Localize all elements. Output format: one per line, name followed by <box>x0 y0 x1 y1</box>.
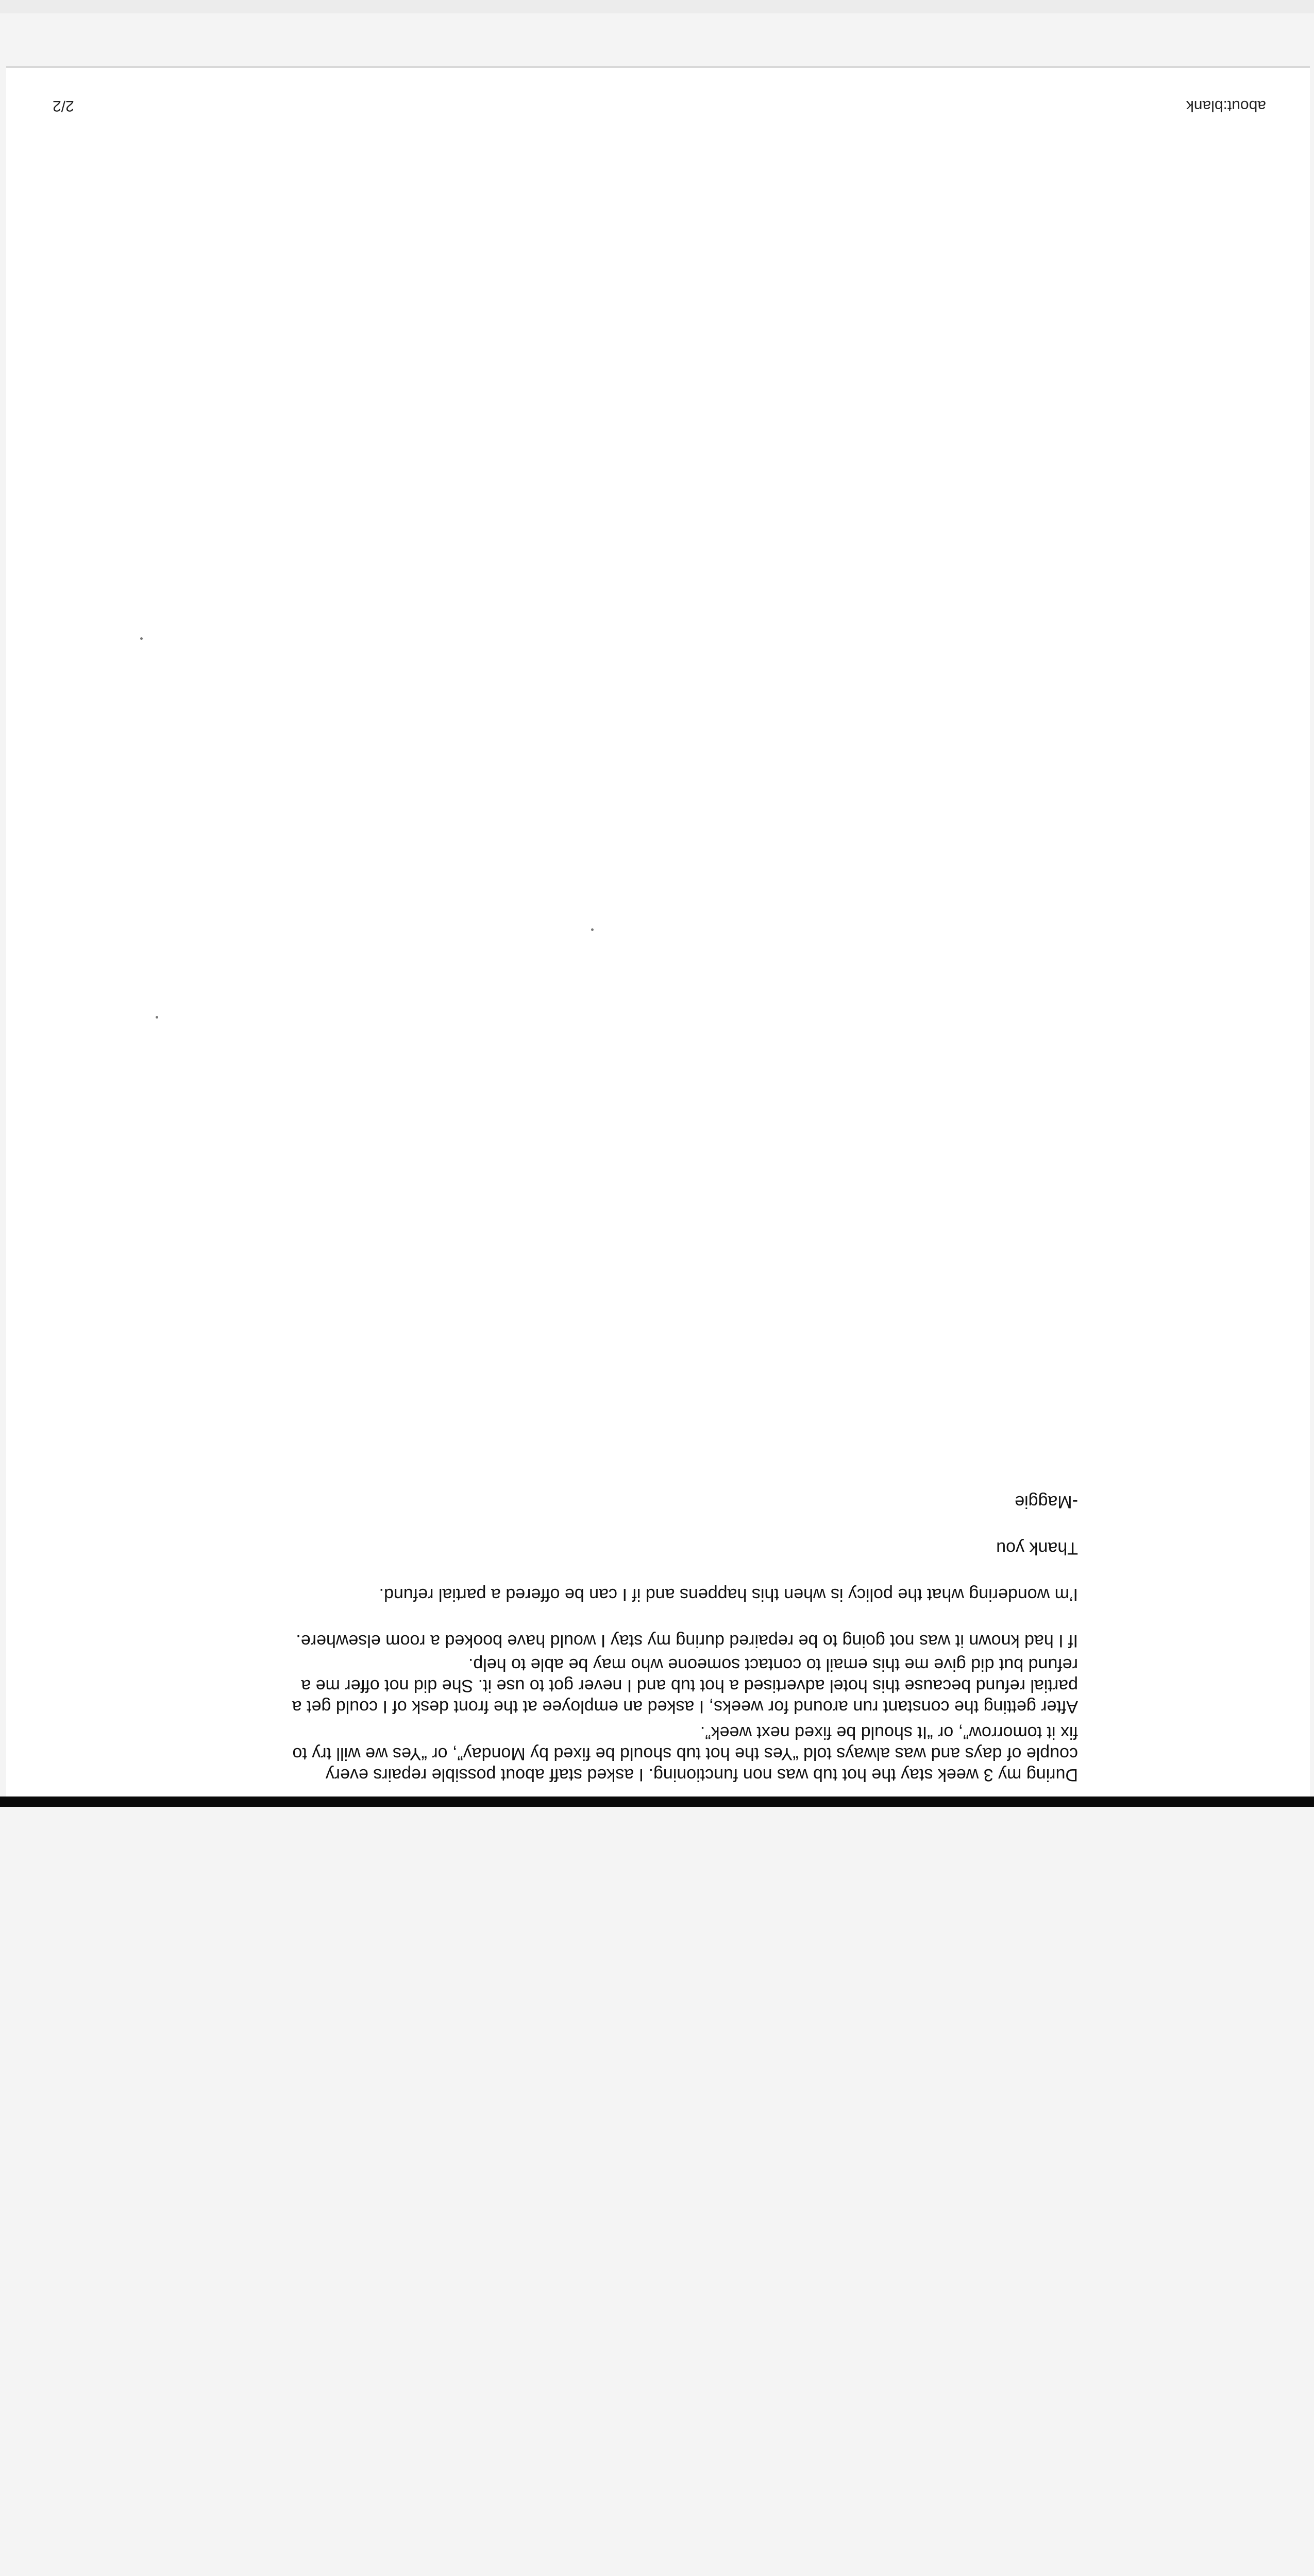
scan-edge-top <box>0 0 1314 13</box>
paragraph-would-have-booked-elsewhere: If I had known it was not going to be repaired during my stay I would have booked a room elsewhere. <box>296 1631 1078 1651</box>
scan-edge-bottom <box>0 1797 1314 1807</box>
closing-thank-you: Thank you <box>996 1538 1078 1558</box>
footer-url: about:blank <box>1186 97 1266 114</box>
page-footer <box>6 94 1310 114</box>
scanned-page <box>6 66 1310 1799</box>
signature-name: -Maggie <box>1015 1492 1078 1512</box>
paragraph-policy-question: I’m wondering what the policy is when this happens and if I can be offered a partial refund. <box>379 1585 1078 1604</box>
scan-speck <box>140 637 143 640</box>
scan-speck <box>156 1016 158 1019</box>
paragraph-refund-request: After getting the constant run around for weeks, I asked an employee at the front desk of I could get a partial refund because this hotel advertised a hot tub and I never got to use it. She did not offer me a refund but did give me this email to contact someone who may be able to help. <box>292 1655 1078 1717</box>
footer-page-number: 2/2 <box>53 97 74 114</box>
paragraph-hot-tub-issue: During my 3 week stay the hot tub was non functioning. I asked staff about possible repairs every couple of days and was always told “Yes the hot tub should be fixed by Monday”, or “Yes we will try to fix it tomorrow”, or “It should be fixed next week”. <box>292 1723 1078 1785</box>
scan-speck <box>591 928 594 931</box>
